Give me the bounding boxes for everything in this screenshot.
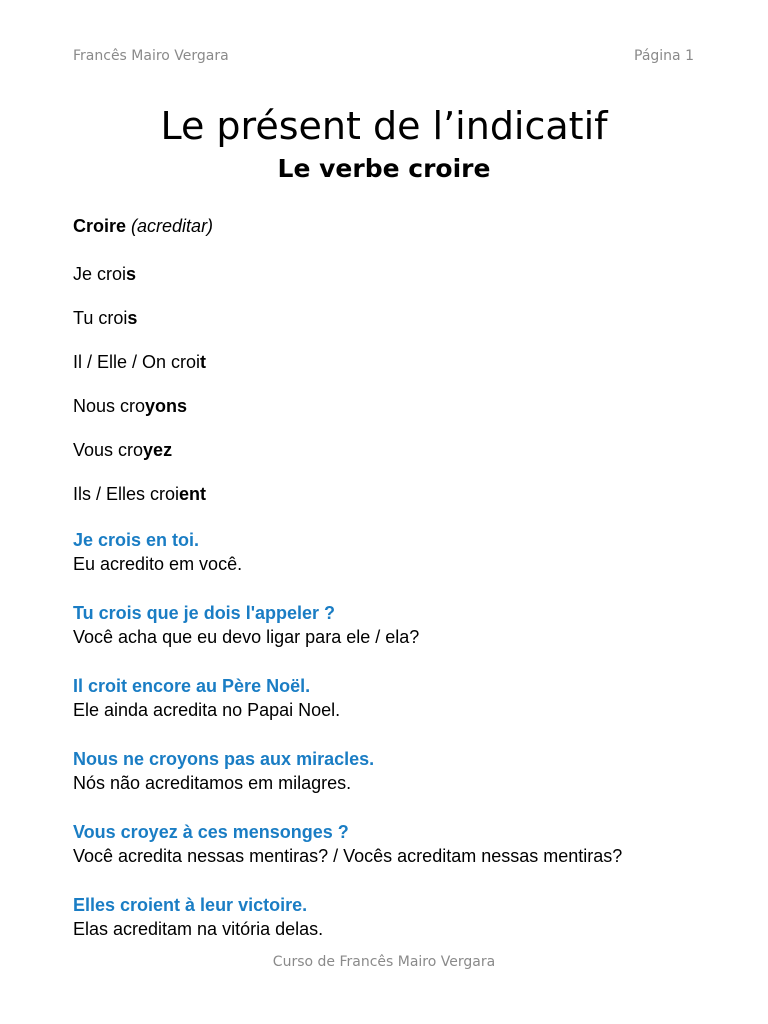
- example-portuguese: Elas acreditam na vitória delas.: [73, 919, 324, 939]
- example-french: Nous ne croyons pas aux miracles.: [73, 749, 375, 769]
- conjugation-item: [73, 483, 206, 527]
- example-french: Elles croient à leur victoire.: [73, 895, 308, 915]
- example-portuguese: Ele ainda acredita no Papai Noel.: [73, 700, 341, 720]
- example-list: [73, 528, 622, 966]
- example-portuguese: Eu acredito em você.: [73, 554, 243, 574]
- conjugation-ending: yez: [143, 440, 173, 460]
- conjugation-stem: Il / Elle / On croi: [73, 352, 201, 372]
- header-course-name: Francês Mairo Vergara: [73, 48, 229, 64]
- page-number: Página 1: [634, 48, 694, 64]
- verb-heading: [73, 216, 213, 237]
- conjugation-list: [73, 263, 206, 527]
- example-portuguese: Você acha que eu devo ligar para ele / ela?: [73, 627, 420, 647]
- conjugation-ending: ent: [179, 484, 207, 504]
- example-french: Vous croyez à ces mensonges ?: [73, 822, 349, 842]
- conjugation-ending: s: [126, 264, 137, 284]
- page-footer: Curso de Francês Mairo Vergara: [272, 954, 496, 970]
- example-item: [73, 601, 622, 674]
- conjugation-stem: Tu croi: [73, 308, 128, 328]
- example-item: [73, 528, 622, 601]
- page-subtitle: Le verbe croire: [277, 154, 491, 183]
- example-portuguese: Nós não acreditamos em milagres.: [73, 773, 352, 793]
- example-portuguese: Você acredita nessas mentiras? / Vocês acreditam nessas mentiras?: [73, 846, 623, 866]
- example-item: [73, 747, 622, 820]
- verb-name: Croire: [73, 216, 127, 236]
- conjugation-stem: Ils / Elles croi: [73, 484, 180, 504]
- conjugation-item: [73, 307, 206, 351]
- conjugation-stem: Je croi: [73, 264, 127, 284]
- conjugation-item: [73, 351, 206, 395]
- example-french: Je crois en toi.: [73, 530, 200, 550]
- conjugation-stem: Nous cro: [73, 396, 146, 416]
- example-item: [73, 820, 622, 893]
- conjugation-ending: s: [127, 308, 138, 328]
- example-item: [73, 674, 622, 747]
- conjugation-item: [73, 263, 206, 307]
- conjugation-ending: t: [200, 352, 207, 372]
- conjugation-item: [73, 395, 206, 439]
- page-title: Le présent de l’indicatif: [160, 104, 608, 148]
- example-french: Tu crois que je dois l'appeler ?: [73, 603, 336, 623]
- verb-translation: (acreditar): [131, 216, 214, 236]
- example-french: Il croit encore au Père Noël.: [73, 676, 311, 696]
- conjugation-item: [73, 439, 206, 483]
- conjugation-ending: yons: [145, 396, 188, 416]
- conjugation-stem: Vous cro: [73, 440, 144, 460]
